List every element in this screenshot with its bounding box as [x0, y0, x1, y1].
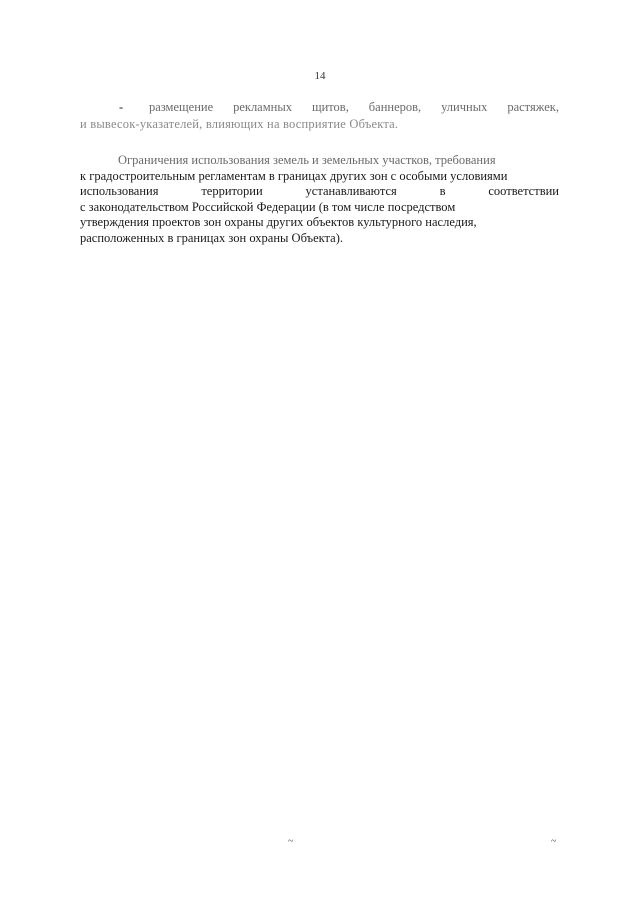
paragraph-line-3: [80, 184, 559, 200]
word: баннеров,: [368, 100, 422, 114]
paragraph-line-4: с законодательством Российской Федерации (в том числе посредством: [80, 199, 456, 214]
bullet-line-1: [149, 100, 559, 116]
scan-mark-right: ~: [551, 836, 557, 847]
paragraph-line-2: к градостроительным регламентам в границах других зон с особыми условиями: [80, 168, 508, 183]
paragraph-line-6: расположенных в границах зон охраны Объекта).: [80, 230, 343, 245]
word: территории: [201, 184, 263, 199]
page-number: 14: [314, 70, 326, 82]
word: устанавливаются: [305, 184, 397, 199]
word: в: [439, 184, 446, 199]
word: уличных: [441, 100, 488, 114]
word: размещение: [149, 100, 214, 114]
paragraph-line-5: утверждения проектов зон охраны других объектов культурного наследия,: [80, 215, 477, 230]
restrictions-paragraph: [80, 153, 559, 247]
word: использования: [80, 184, 159, 199]
word: рекламных: [233, 100, 292, 114]
word: растяжек,: [507, 100, 559, 114]
bullet-line-2: и вывесок-указателей, влияющих на восприятие Объекта.: [80, 117, 399, 131]
word: щитов,: [311, 100, 349, 114]
word: соответствии: [488, 184, 559, 199]
bullet-dash: -: [119, 100, 124, 114]
paragraph-line-1: Ограничения использования земель и земельных участков, требования: [118, 153, 496, 167]
scan-mark-left: ~: [288, 836, 294, 847]
